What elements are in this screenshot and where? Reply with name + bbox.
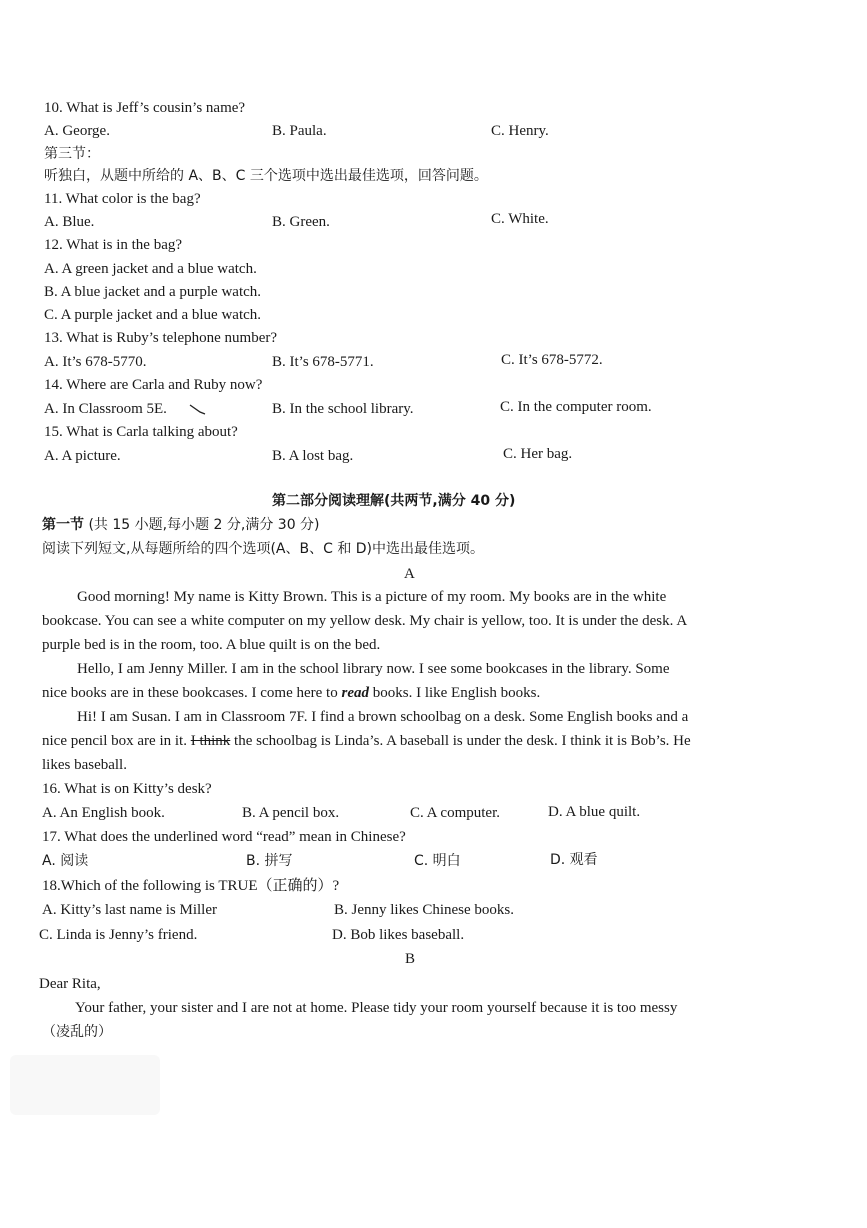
q13-option-c: C. It’s 678-5772. (501, 352, 603, 368)
q17-option-c: C. 明白 (414, 853, 461, 869)
q12-option-b: B. A blue jacket and a purple watch. (44, 284, 262, 300)
passage-a-letter: A (404, 566, 415, 582)
q12-option-c: C. A purple jacket and a blue watch. (44, 307, 262, 323)
q17-option-d: D. 观看 (550, 852, 598, 868)
question-11: 11. What color is the bag? (44, 191, 201, 207)
section-3-title: 第三节： (44, 146, 100, 162)
passage-a-p1-line1: Good morning! My name is Kitty Brown. This is a picture of my room. My books are in the white (77, 589, 667, 605)
p3-line2-text-before: nice pencil box are in it. (42, 733, 191, 749)
passage-b-line1: Your father, your sister and I are not at home. Please tidy your room yourself because it is too messy (75, 1000, 678, 1016)
passage-a-p3-line2 (42, 732, 782, 750)
q10-option-c: C. Henry. (491, 123, 549, 139)
passage-a-p2-line2 (42, 684, 782, 702)
q11-option-b: B. Green. (272, 214, 330, 230)
passage-a-p2-line1: Hello, I am Jenny Miller. I am in the school library now. I see some bookcases in the library. Some (77, 661, 670, 677)
question-13: 13. What is Ruby’s telephone number? (44, 330, 278, 346)
question-17: 17. What does the underlined word “read” mean in Chinese? (42, 829, 406, 845)
passage-a-p1-line2: bookcase. You can see a white computer on my yellow desk. My chair is yellow, too. It is under the desk. A (42, 613, 688, 629)
q18-option-b: B. Jenny likes Chinese books. (334, 902, 514, 918)
q10-option-a: A. George. (44, 123, 110, 139)
q18-option-d: D. Bob likes baseball. (332, 927, 465, 943)
q16-option-d: D. A blue quilt. (548, 804, 641, 820)
passage-a-p3-line1: Hi! I am Susan. I am in Classroom 7F. I find a brown schoolbag on a desk. Some English books and a (77, 709, 689, 725)
question-16: 16. What is on Kitty’s desk? (42, 781, 212, 797)
question-14: 14. Where are Carla and Ruby now? (44, 377, 263, 393)
q16-option-b: B. A pencil box. (242, 805, 340, 821)
q13-option-a: A. It’s 678-5770. (44, 354, 147, 370)
q15-option-b: B. A lost bag. (272, 448, 354, 464)
q18-option-a: A. Kitty’s last name is Miller (42, 902, 217, 918)
underlined-word-read: read (341, 685, 369, 701)
q14-option-b: B. In the school library. (272, 401, 414, 417)
part-2-instruction: 阅读下列短文,从每题所给的四个选项(A、B、C 和 D)中选出最佳选项。 (42, 541, 485, 557)
passage-a-p1-line3: purple bed is in the room, too. A blue quilt is on the bed. (42, 637, 381, 653)
section-1-info: (共 15 小题,每小题 2 分,满分 30 分) (88, 517, 320, 533)
q18-option-c: C. Linda is Jenny’s friend. (39, 927, 198, 943)
part-2-section-1-heading (42, 516, 320, 534)
q15-option-a: A. A picture. (44, 448, 121, 464)
passage-a-p3-line3: likes baseball. (42, 757, 127, 773)
p2-line2-text-before: nice books are in these bookcases. I come here to (42, 685, 342, 701)
q14-option-c: C. In the computer room. (500, 399, 652, 415)
q13-option-b: B. It’s 678-5771. (272, 354, 374, 370)
struck-text: I think (190, 733, 231, 749)
q16-option-a: A. An English book. (42, 805, 165, 821)
q17-option-a: A. 阅读 (42, 853, 89, 869)
q11-option-a: A. Blue. (44, 214, 95, 230)
scan-smudge (10, 1055, 160, 1115)
section-1-title: 第一节 (42, 517, 84, 533)
question-12: 12. What is in the bag? (44, 237, 183, 253)
q10-option-b: B. Paula. (272, 123, 327, 139)
q16-option-c: C. A computer. (410, 805, 500, 821)
question-18: 18.Which of the following is TRUE（正确的）? (42, 878, 340, 894)
letter-greeting: Dear Rita, (39, 976, 101, 992)
passage-b-letter: B (405, 951, 416, 967)
q15-option-c: C. Her bag. (503, 446, 573, 462)
q14-option-a: A. In Classroom 5E. (44, 401, 167, 417)
p2-line2-text-after: books. I like English books. (368, 685, 541, 701)
section-3-instruction: 听独白，从题中所给的 A、B、C 三个选项中选出最佳选项，回答问题。 (44, 168, 488, 184)
part-2-title: 第二部分阅读理解(共两节,满分 40 分) (272, 493, 516, 509)
passage-b-line2: （凌乱的） (42, 1024, 112, 1040)
pencil-mark-icon (188, 402, 208, 416)
q17-option-b: B. 拼写 (246, 853, 293, 869)
p3-line2-text-after: the schoolbag is Linda’s. A baseball is under the desk. I think it is Bob’s. He (230, 733, 691, 749)
q12-option-a: A. A green jacket and a blue watch. (44, 261, 257, 277)
q11-option-c: C. White. (491, 211, 549, 227)
question-10: 10. What is Jeff’s cousin’s name? (44, 100, 246, 116)
question-15: 15. What is Carla talking about? (44, 424, 238, 440)
